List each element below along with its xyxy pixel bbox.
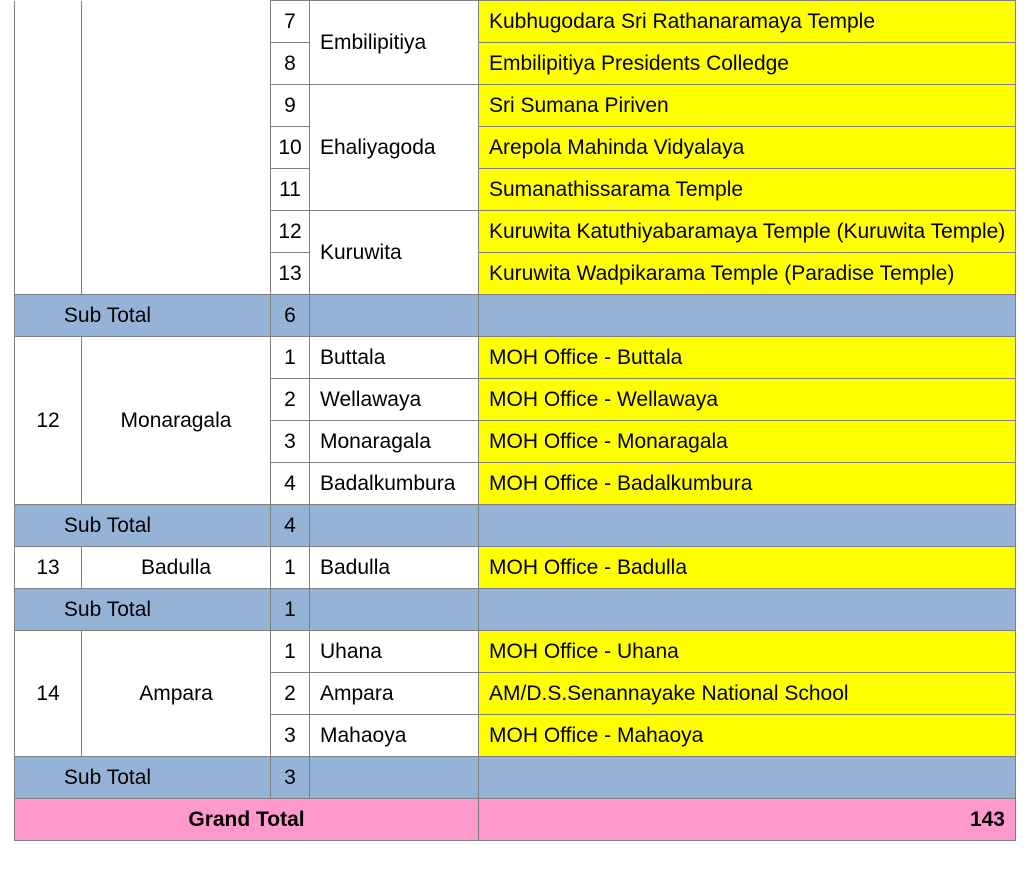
district-number-cell (15, 1, 82, 295)
empty-cell (310, 589, 479, 631)
empty-cell (310, 505, 479, 547)
district-number: 12 (15, 337, 82, 505)
row-index: 8 (271, 43, 310, 85)
distribution-table (14, 0, 1016, 841)
empty-cell (310, 757, 479, 799)
grand-total-row (15, 799, 1016, 841)
subtotal-label: Sub Total (15, 757, 271, 799)
table-row (15, 631, 1016, 673)
location-name: Kuruwita Wadpikarama Temple (Paradise Temple) (479, 253, 1016, 295)
division-name: Ehaliyagoda (310, 85, 479, 211)
row-index: 13 (271, 253, 310, 295)
division-name: Uhana (310, 631, 479, 673)
row-index: 9 (271, 85, 310, 127)
location-name: Sumanathissarama Temple (479, 169, 1016, 211)
division-name: Ampara (310, 673, 479, 715)
subtotal-label: Sub Total (15, 505, 271, 547)
row-index: 2 (271, 379, 310, 421)
location-name: MOH Office - Badulla (479, 547, 1016, 589)
row-index: 10 (271, 127, 310, 169)
location-name: Embilipitiya Presidents Colledge (479, 43, 1016, 85)
division-name: Embilipitiya (310, 1, 479, 85)
subtotal-value: 4 (271, 505, 310, 547)
subtotal-value: 1 (271, 589, 310, 631)
district-number: 14 (15, 631, 82, 757)
grand-total-label: Grand Total (15, 799, 479, 841)
location-name: MOH Office - Buttala (479, 337, 1016, 379)
row-index: 11 (271, 169, 310, 211)
division-name: Monaragala (310, 421, 479, 463)
row-index: 3 (271, 421, 310, 463)
location-name: MOH Office - Mahaoya (479, 715, 1016, 757)
division-name: Wellawaya (310, 379, 479, 421)
location-name: Kuruwita Katuthiyabaramaya Temple (Kuruwita Temple) (479, 211, 1016, 253)
table-row (15, 1, 1016, 43)
location-name: Kubhugodara Sri Rathanaramaya Temple (479, 1, 1016, 43)
division-name: Mahaoya (310, 715, 479, 757)
district-number: 13 (15, 547, 82, 589)
subtotal-row (15, 505, 1016, 547)
location-name: MOH Office - Uhana (479, 631, 1016, 673)
division-name: Buttala (310, 337, 479, 379)
location-name: AM/D.S.Senannayake National School (479, 673, 1016, 715)
division-name: Kuruwita (310, 211, 479, 295)
table-row (15, 547, 1016, 589)
location-name: MOH Office - Wellawaya (479, 379, 1016, 421)
division-name: Badalkumbura (310, 463, 479, 505)
division-name: Badulla (310, 547, 479, 589)
district-name-cell (82, 1, 271, 295)
district-name: Monaragala (82, 337, 271, 505)
district-name: Badulla (82, 547, 271, 589)
row-index: 2 (271, 673, 310, 715)
row-index: 3 (271, 715, 310, 757)
empty-cell (479, 295, 1016, 337)
location-name: Arepola Mahinda Vidyalaya (479, 127, 1016, 169)
empty-cell (479, 757, 1016, 799)
row-index: 12 (271, 211, 310, 253)
empty-cell (479, 589, 1016, 631)
empty-cell (479, 505, 1016, 547)
subtotal-value: 6 (271, 295, 310, 337)
row-index: 1 (271, 337, 310, 379)
row-index: 1 (271, 631, 310, 673)
row-index: 1 (271, 547, 310, 589)
subtotal-row (15, 589, 1016, 631)
row-index: 4 (271, 463, 310, 505)
subtotal-label: Sub Total (15, 589, 271, 631)
subtotal-row (15, 757, 1016, 799)
subtotal-row (15, 295, 1016, 337)
location-name: MOH Office - Monaragala (479, 421, 1016, 463)
location-name: Sri Sumana Piriven (479, 85, 1016, 127)
empty-cell (310, 295, 479, 337)
grand-total-value: 143 (479, 799, 1016, 841)
row-index: 7 (271, 1, 310, 43)
location-name: MOH Office - Badalkumbura (479, 463, 1016, 505)
table-row (15, 337, 1016, 379)
subtotal-label: Sub Total (15, 295, 271, 337)
subtotal-value: 3 (271, 757, 310, 799)
district-name: Ampara (82, 631, 271, 757)
